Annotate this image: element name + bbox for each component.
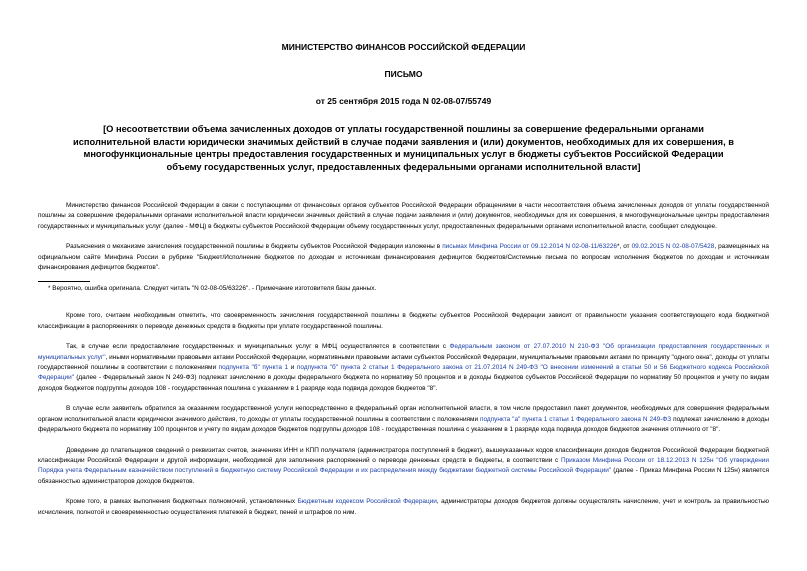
paragraph-payer-info <box>38 446 769 488</box>
text-fragment: *, от <box>616 243 632 251</box>
link-federal-law-210[interactable]: Федеральным законом от 27.07.2010 N 210-ФЗ "Об организации предоставления государственных и муниципальных услуг" <box>38 343 769 361</box>
paragraph-explanations <box>38 242 769 273</box>
paragraph-timeliness: Кроме того, считаем необходимым отметить, что своевременность зачисления государственной пошлины в бюджеты субъектов Российской Федерации зависит от правильности указания соответствующего кода бюджетной классификации в распоряжениях о переводе денежных средств в бюджеты при уплате государственной пошлины. <box>38 312 769 330</box>
text-fragment: Разъяснения о механизме зачисления государственной пошлины в бюджеты субъектов Российской Федерации изложены в <box>66 243 443 251</box>
text-fragment: подлежат зачислению в доходы федерального бюджета по нормативу 100 процентов и учету по видам доходов бюджетов подгруппы доходов 108 - государственная пошлина с указанием в 1 разряде кода подвида доходов бюджетов значения отличного от "8". <box>38 415 770 434</box>
link-letter-63226[interactable]: письмах Минфина России от 09.12.2014 N 02-08-11/63226 <box>442 243 617 251</box>
text-fragment: Так, в случае если предоставление государственных и муниципальных услуг в МФЦ осуществляется в соответствии с <box>66 343 450 351</box>
footnote-divider <box>38 281 90 282</box>
text-fragment: Доведение до плательщиков сведений о реквизитах счетов, значениях ИНН и КПП получателя (администратора поступлений в бюджет), вышеуказанных кодов классификации доходов бюджетов Российской Федерации бюджетной классификации Российской Федерации и другой информации, необходимой для заполнения распоряжений о переводе денежных средств в бюджеты, в соответствии с <box>38 446 769 464</box>
text-fragment: , иными нормативными правовыми актами Российской Федерации, нормативными правовыми актами субъектов Российской Федерации, муниципальными правовыми актами по принципу "одного окна", доходы от уплаты государственной пошлины в соответствии с положениями <box>38 353 769 372</box>
footnote: * Вероятно, ошибка оригинала. Следует читать "N 02-08-05/63226". - Примечание изготовителя базы данных. <box>48 285 377 293</box>
document-subject: [О несоответствии объема зачисленных доходов от уплаты государственной пошлины за совершение федеральными органами исполнительной власти юридически значимых действий в случае подачи заявления и (или) документов, необходимых для их совершения, в многофункциональные центры предоставления государственных и муниципальных услуг в бюджеты субъектов Российской Федерации объему государственных услуг, предоставленных федеральными органами исполнительной власти] <box>73 124 734 172</box>
text-fragment: , администраторы доходов бюджетов должны осуществлять начисление, учет и контроль за правильностью исчисления, полнотой и своевременностью осуществления платежей в бюджет, пеней и штрафов по ним. <box>38 498 769 516</box>
paragraph-intro: Министерство финансов Российской Федерации в связи с поступающими от финансовых органов субъектов Российской Федерации обращениями в части несоответствия объема зачисленных доходов от уплаты государственной пошлины за совершение федеральными органами исполнительной власти юридически значимых действий в случае подачи заявления и (или) документов, необходимых для их совершения, в многофункциональные центры предоставления государственных и муниципальных услуг (далее - МФЦ) в бюджеты субъектов Российской Федерации объему государственных услуг, предоставленных федеральными органами исполнительной власти, сообщает следующее. <box>38 202 769 230</box>
document-type-heading: ПИСЬМО <box>384 69 423 79</box>
document-date-number: от 25 сентября 2015 года N 02-08-07/55749 <box>315 96 492 106</box>
text-fragment: В случае если заявитель обратился за оказанием государственной услуги непосредственно в федеральный орган исполнительной власти, в том числе предоставил пакет документов, необходимых для совершения федеральным органом исполнительной власти юридически значимого действия, то доходы от уплаты государственной пошлины в соответствии с положениями <box>38 405 769 423</box>
link-federal-law-249[interactable]: подпункта "б" пункта 2 статьи 1 Федерального закона от 21.07.2014 N 249-ФЗ "О внесении изменений в статьи 50 и 56 Бюджетного кодекса Российской Федерации" <box>38 364 769 382</box>
ministry-heading: МИНИСТЕРСТВО ФИНАНСОВ РОССИЙСКОЙ ФЕДЕРАЦИИ <box>281 42 526 52</box>
paragraph-mfc <box>38 342 769 394</box>
link-order-125n[interactable]: Приказом Минфина России от 18.12.2013 N 125н "Об утверждении Порядка учета Федеральным казначейством поступлений в бюджетную систему Российской Федерации и их распределения между бюджетами бюджетной системы Российской Федерации" <box>38 456 769 475</box>
link-letter-5428[interactable]: 09.02.2015 N 02-08-07/5428 <box>631 243 715 251</box>
text-fragment: , размещенных на официальном сайте Минфина России в рубрике "Бюджет/Исполнение бюджетов по доходам и источникам финансирования дефицитов бюджетов/Системные письма по вопросам исполнения бюджетов по доходам и источникам финансирования дефицитов бюджетов". <box>38 243 770 272</box>
link-subparagraph-b-p1[interactable]: подпункта "б" пункта 1 <box>218 364 289 372</box>
text-fragment: (далее - Приказ Минфина России N 125н) является обязанностью администраторов доходов бюджетов. <box>38 467 769 485</box>
text-fragment: и <box>288 364 297 372</box>
text-fragment: (далее - Федеральный закон N 249-ФЗ) подлежат зачислению в доходы федерального бюджета по нормативу 50 процентов и в доходы бюджетов субъектов Российской Федерации по нормативу 50 процентов и учету по видам доходов бюджетов подгруппы доходов 108 - государственная пошлина с указанием в 1 разряде кода подвида доходов бюджетов "8". <box>38 374 769 392</box>
paragraph-direct-application <box>38 404 769 435</box>
paragraph-budget-powers <box>38 497 769 518</box>
link-budget-code[interactable]: Бюджетным кодексом Российской Федерации <box>297 498 437 506</box>
link-subparagraph-a-law-249[interactable]: подпункта "а" пункта 1 статьи 1 Федерального закона N 249-ФЗ <box>479 415 672 423</box>
text-fragment: Кроме того, в рамках выполнения бюджетных полномочий, установленных <box>66 498 298 506</box>
